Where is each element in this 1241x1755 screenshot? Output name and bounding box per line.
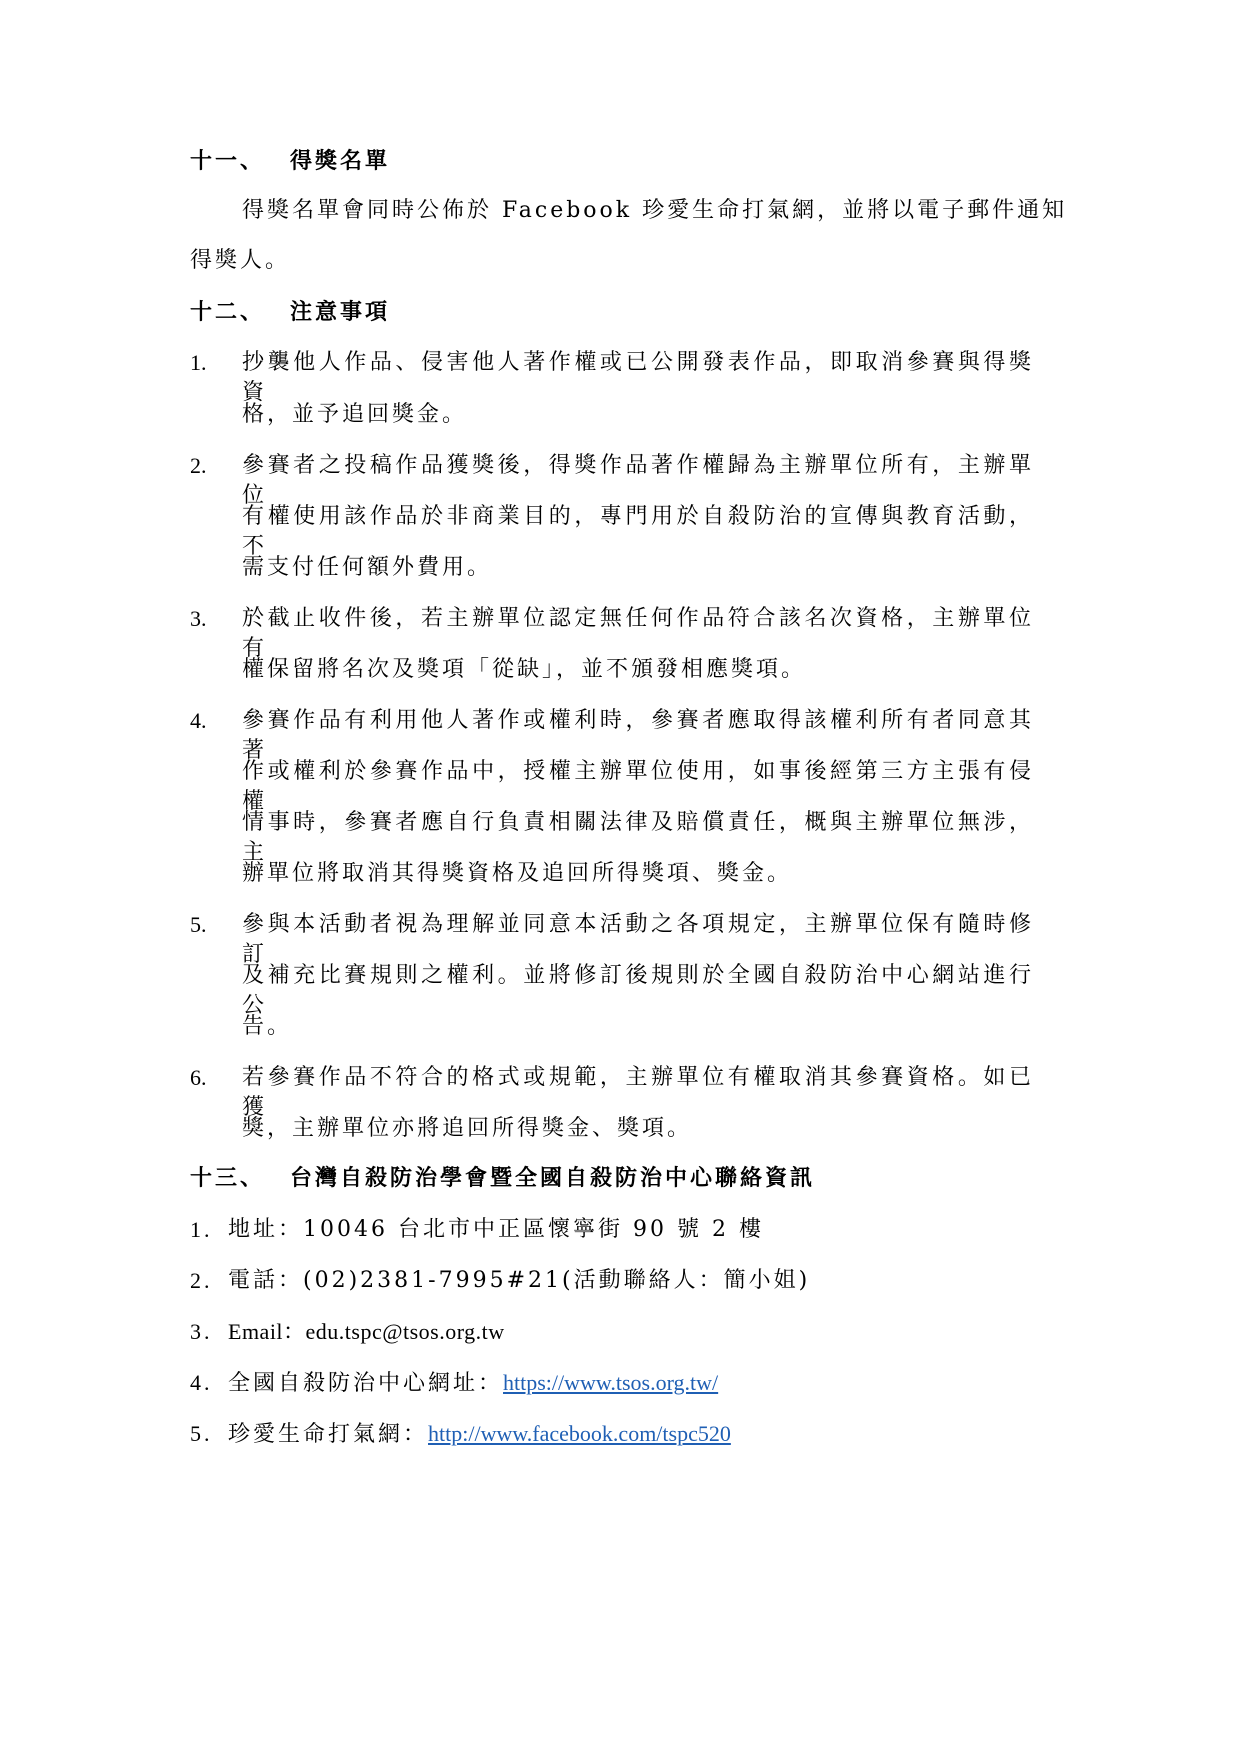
section-13-number: 十三、 <box>190 1165 266 1191</box>
section-11-paragraph-line-1: 得獎名單會同時公佈於 Facebook 珍愛生命打氣網，並將以電子郵件通知 <box>242 198 1068 223</box>
contact-1-number: 1. <box>190 1217 213 1242</box>
notice-item-5-line-1: 參與本活動者視為理解並同意本活動之各項規定，主辦單位保有隨時修訂 <box>242 912 1034 967</box>
notice-item-4-line-3: 情事時，參賽者應自行負責相關法律及賠償責任，概與主辦單位無涉，主 <box>242 810 1034 865</box>
contact-2-number: 2. <box>190 1268 213 1293</box>
notice-item-4-line-4: 辦單位將取消其得獎資格及追回所得獎項、獎金。 <box>242 861 793 886</box>
contact-5-number: 5. <box>190 1421 213 1446</box>
notice-item-6-line-1: 若參賽作品不符合的格式或規範，主辦單位有權取消其參賽資格。如已獲 <box>242 1065 1034 1120</box>
notice-item-5-line-2: 及補充比賽規則之權利。並將修訂後規則於全國自殺防治中心網站進行公 <box>242 963 1034 1018</box>
section-13-title: 台灣自殺防治學會暨全國自殺防治中心聯絡資訊 <box>290 1165 816 1191</box>
notice-item-2-line-1: 參賽者之投稿作品獲獎後，得獎作品著作權歸為主辦單位所有，主辦單位 <box>242 453 1034 508</box>
contact-4-number: 4. <box>190 1370 213 1395</box>
contact-email-value: edu.tspc@tsos.org.tw <box>305 1319 505 1344</box>
contact-phone <box>228 1266 810 1296</box>
notice-item-4-line-1: 參賽作品有利用他人著作或權利時，參賽者應取得該權利所有者同意其著 <box>242 708 1034 763</box>
notice-item-3-number: 3. <box>190 606 207 631</box>
notice-item-1-line-2: 格，並予追回獎金。 <box>242 402 468 427</box>
section-11-title: 得獎名單 <box>290 148 391 174</box>
contact-address-value: 10046 台北市中正區懷寧街 90 號 2 樓 <box>303 1217 764 1242</box>
contact-address <box>228 1215 764 1245</box>
notice-item-1-number: 1. <box>190 350 207 375</box>
contact-phone-value: (02)2381-7995#21(活動聯絡人：簡小姐) <box>303 1268 811 1293</box>
contact-address-label: 地址： <box>228 1217 304 1242</box>
section-12-title: 注意事項 <box>290 299 391 325</box>
contact-website-link[interactable]: https://www.tsos.org.tw/ <box>503 1370 719 1395</box>
notice-item-3-line-1: 於截止收件後，若主辦單位認定無任何作品符合該名次資格，主辦單位有 <box>242 606 1034 661</box>
contact-facebook <box>228 1419 731 1450</box>
contact-website-label: 全國自殺防治中心網址： <box>228 1371 504 1396</box>
contact-phone-label: 電話： <box>228 1268 304 1293</box>
notice-item-2-line-2: 有權使用該作品於非商業目的，專門用於自殺防治的宣傳與教育活動，不 <box>242 504 1034 559</box>
notice-item-5-line-3: 告。 <box>242 1014 293 1039</box>
section-11-paragraph-line-2: 得獎人。 <box>190 248 291 273</box>
notice-item-2-line-3: 需支付任何額外費用。 <box>242 555 493 580</box>
section-11-number: 十一、 <box>190 148 266 174</box>
notice-item-4-line-2: 作或權利於參賽作品中，授權主辦單位使用，如事後經第三方主張有侵權 <box>242 759 1034 814</box>
notice-item-6-line-2: 獎，主辦單位亦將追回所得獎金、獎項。 <box>242 1116 693 1141</box>
contact-3-number: 3. <box>190 1319 213 1344</box>
notice-item-1-line-1: 抄襲他人作品、侵害他人著作權或已公開發表作品，即取消參賽與得獎資 <box>242 350 1034 405</box>
contact-website <box>228 1368 718 1399</box>
notice-item-5-number: 5. <box>190 912 207 937</box>
contact-email-label: Email： <box>228 1319 306 1344</box>
contact-email <box>228 1317 505 1348</box>
notice-item-6-number: 6. <box>190 1065 207 1090</box>
notice-item-3-line-2: 權保留將名次及獎項「從缺」，並不頒發相應獎項。 <box>242 657 807 682</box>
contact-facebook-label: 珍愛生命打氣網： <box>228 1422 429 1447</box>
section-12-number: 十二、 <box>190 299 266 325</box>
notice-item-2-number: 2. <box>190 453 207 478</box>
contact-facebook-link[interactable]: http://www.facebook.com/tspc520 <box>428 1421 731 1446</box>
notice-item-4-number: 4. <box>190 708 207 733</box>
